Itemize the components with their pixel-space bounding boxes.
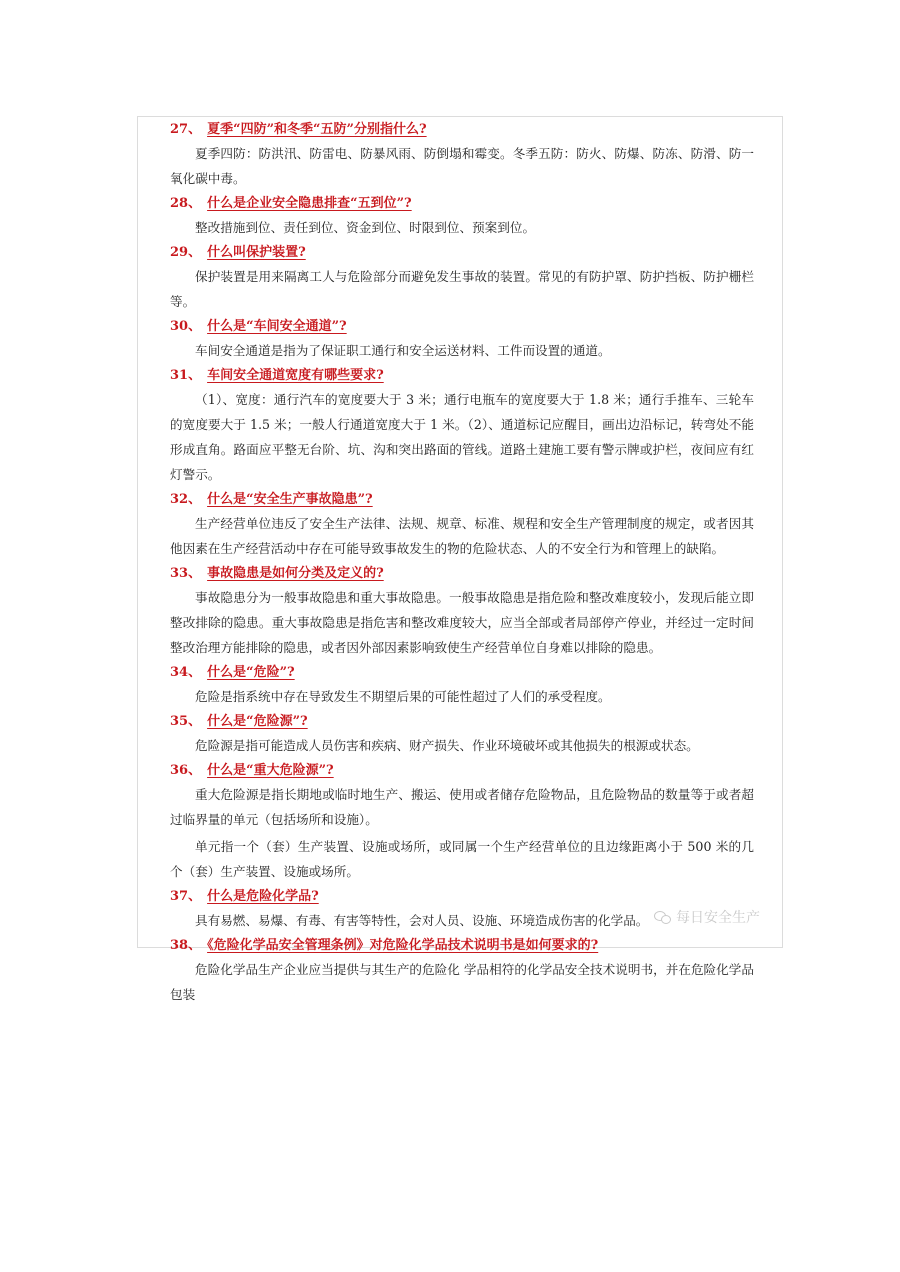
qa-item xyxy=(170,711,754,758)
question-heading xyxy=(170,489,754,511)
question-text: 什么叫保护装置? xyxy=(207,245,306,260)
qa-item xyxy=(170,935,754,1007)
question-text: 什么是“危险源”? xyxy=(207,714,308,729)
question-text: 《危险化学品安全管理条例》对危险化学品技术说明书是如何要求的? xyxy=(207,938,599,953)
question-number: 32、 xyxy=(170,492,202,507)
qa-item xyxy=(170,760,754,884)
answer-paragraph: 夏季四防：防洪汛、防雷电、防暴风雨、防倒塌和霉变。冬季五防：防火、防爆、防冻、防滑、防一氧化碳中毒。 xyxy=(170,146,754,186)
question-heading xyxy=(170,711,754,733)
qa-item xyxy=(170,316,754,363)
question-heading xyxy=(170,365,754,387)
question-text: 什么是“危险”? xyxy=(207,665,295,680)
qa-item xyxy=(170,193,754,240)
question-number: 28、 xyxy=(170,196,202,211)
question-text: 什么是“重大危险源”? xyxy=(207,763,334,778)
answer-paragraph: 危险源是指可能造成人员伤害和疾病、财产损失、作业环境破坏或其他损失的根源或状态。 xyxy=(195,738,699,753)
question-text: 什么是“车间安全通道”? xyxy=(207,319,347,334)
qa-item xyxy=(170,489,754,561)
question-heading xyxy=(170,119,754,141)
question-text: 什么是企业安全隐患排查“五到位”? xyxy=(207,196,412,211)
question-number: 34、 xyxy=(170,665,202,680)
question-heading xyxy=(170,662,754,684)
qa-list xyxy=(170,119,754,1009)
question-text: 夏季“四防”和冬季“五防”分别指什么? xyxy=(207,122,427,137)
question-heading xyxy=(170,193,754,215)
question-text: 事故隐患是如何分类及定义的? xyxy=(207,566,384,581)
answer-paragraph: 具有易燃、易爆、有毒、有害等特性，会对人员、设施、环境造成伤害的化学品。 xyxy=(195,913,649,928)
answer-paragraph: 单元指一个（套）生产装置、设施或场所，或同属一个生产经营单位的且边缘距离小于 500 米的几个（套）生产装置、设施或场所。 xyxy=(170,839,754,879)
question-number: 31、 xyxy=(170,368,202,383)
watermark xyxy=(654,907,760,927)
question-text: 车间安全通道宽度有哪些要求? xyxy=(207,368,384,383)
watermark-text: 每日安全生产 xyxy=(676,910,760,926)
question-number: 37、 xyxy=(170,889,202,904)
question-heading xyxy=(170,935,754,957)
answer-paragraph: 事故隐患分为一般事故隐患和重大事故隐患。一般事故隐患是指危险和整改难度较小，发现后能立即整改排除的隐患。重大事故隐患是指危害和整改难度较大，应当全部或者局部停产停业，并经过一定时间整改治理方能排除的隐患，或者因外部因素影响致使生产经营单位自身难以排除的隐患。 xyxy=(170,590,754,655)
document-page xyxy=(137,116,783,1002)
answer-paragraph: 整改措施到位、责任到位、资金到位、时限到位、预案到位。 xyxy=(195,220,536,235)
qa-item xyxy=(170,563,754,660)
answer-paragraph: 生产经营单位违反了安全生产法律、法规、规章、标准、规程和安全生产管理制度的规定，或者因其他因素在生产经营活动中存在可能导致事故发生的物的危险状态、人的不安全行为和管理上的缺陷。 xyxy=(170,516,754,556)
answer-paragraph: 保护装置是用来隔离工人与危险部分而避免发生事故的装置。常见的有防护罩、防护挡板、防护栅栏等。 xyxy=(170,269,754,309)
qa-item xyxy=(170,242,754,314)
question-text: 什么是危险化学品? xyxy=(207,889,319,904)
question-heading xyxy=(170,242,754,264)
qa-item xyxy=(170,365,754,487)
question-number: 27、 xyxy=(170,122,202,137)
question-heading xyxy=(170,886,754,908)
qa-item xyxy=(170,662,754,709)
question-number: 33、 xyxy=(170,566,202,581)
question-number: 38、 xyxy=(170,938,202,953)
question-number: 30、 xyxy=(170,319,202,334)
question-text: 什么是“安全生产事故隐患”? xyxy=(207,492,373,507)
answer-paragraph: 车间安全通道是指为了保证职工通行和安全运送材料、工件而设置的通道。 xyxy=(195,343,611,358)
answer-paragraph: 危险是指系统中存在导致发生不期望后果的可能性超过了人们的承受程度。 xyxy=(195,689,611,704)
qa-item xyxy=(170,119,754,191)
question-number: 36、 xyxy=(170,763,202,778)
question-heading xyxy=(170,760,754,782)
question-number: 29、 xyxy=(170,245,202,260)
wechat-icon xyxy=(654,910,672,924)
answer-paragraph: 重大危险源是指长期地或临时地生产、搬运、使用或者储存危险物品，且危险物品的数量等于或者超过临界量的单元（包括场所和设施）。 xyxy=(170,787,754,827)
answer-paragraph: （1）、宽度：通行汽车的宽度要大于 3 米；通行电瓶车的宽度要大于 1.8 米；通行手推车、三轮车的宽度要大于 1.5 米；一般人行通道宽度大于 1 米。（2）、通道标记应醒目，画出边沿标记，转弯处不能形成直角。路面应平整无台阶、坑、沟和突出路面的管线。道路土建施工要有警示牌或护栏，夜间应有红灯警示。 xyxy=(170,392,754,482)
question-heading xyxy=(170,563,754,585)
question-number: 35、 xyxy=(170,714,202,729)
question-heading xyxy=(170,316,754,338)
answer-paragraph: 危险化学品生产企业应当提供与其生产的危险化 学品相符的化学品安全技术说明书，并在危险化学品包装 xyxy=(170,962,754,1002)
